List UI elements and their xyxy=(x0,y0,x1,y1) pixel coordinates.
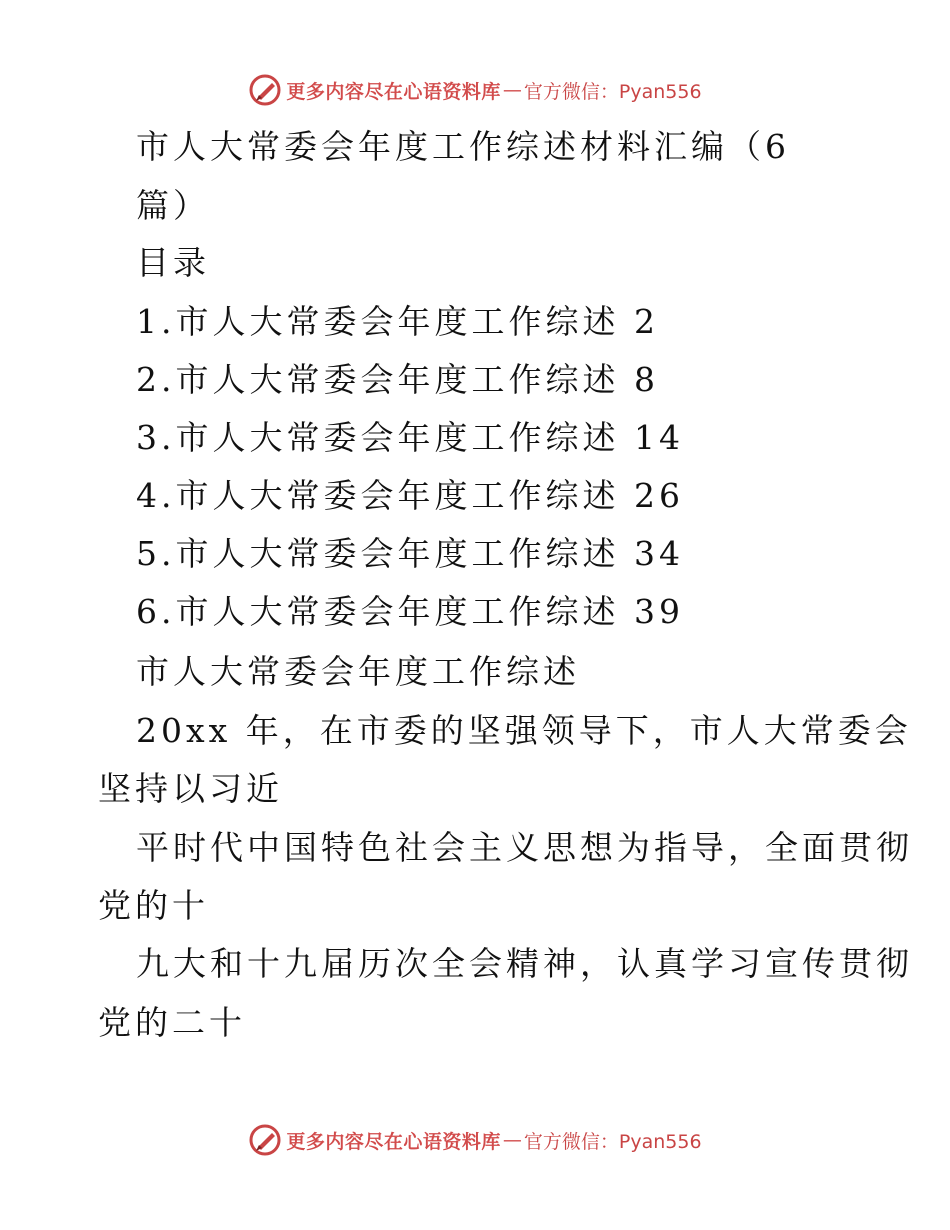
watermark-contact: 官方微信：Pyan556 xyxy=(523,80,702,103)
watermark-brand: 更多内容尽在心语资料库 xyxy=(286,80,501,103)
footer-watermark xyxy=(0,1120,950,1160)
body-paragraph-line: 党的十 xyxy=(98,886,209,925)
document-title: 市人大常委会年度工作综述材料汇编（6 xyxy=(136,127,790,166)
section-heading: 市人大常委会年度工作综述 xyxy=(136,652,580,691)
body-paragraph-line: 九大和十九届历次全会精神，认真学习宣传贯彻 xyxy=(136,944,913,983)
toc-item[interactable]: 5.市人大常委会年度工作综述 34 xyxy=(136,534,684,573)
toc-item[interactable]: 3.市人大常委会年度工作综述 14 xyxy=(136,418,684,457)
toc-item[interactable]: 1.市人大常委会年度工作综述 2 xyxy=(136,302,659,341)
body-paragraph-line: 党的二十 xyxy=(98,1003,246,1042)
body-paragraph-line: 平时代中国特色社会主义思想为指导，全面贯彻 xyxy=(136,828,913,867)
pen-seal-icon xyxy=(248,1123,282,1157)
watermark-contact: 官方微信：Pyan556 xyxy=(523,1130,702,1153)
watermark-dash: — xyxy=(502,79,522,101)
body-paragraph-line: 坚持以习近 xyxy=(98,769,283,808)
toc-item[interactable]: 6.市人大常委会年度工作综述 39 xyxy=(136,592,684,631)
toc-item[interactable]: 4.市人大常委会年度工作综述 26 xyxy=(136,476,684,515)
header-watermark xyxy=(0,70,950,110)
watermark-dash: — xyxy=(502,1129,522,1151)
document-title-continued: 篇） xyxy=(136,186,210,225)
watermark-brand: 更多内容尽在心语资料库 xyxy=(286,1130,501,1153)
pen-seal-icon xyxy=(248,73,282,107)
toc-heading: 目录 xyxy=(136,243,210,282)
body-paragraph-line: 20xx 年，在市委的坚强领导下，市人大常委会 xyxy=(136,711,912,750)
toc-item[interactable]: 2.市人大常委会年度工作综述 8 xyxy=(136,360,659,399)
